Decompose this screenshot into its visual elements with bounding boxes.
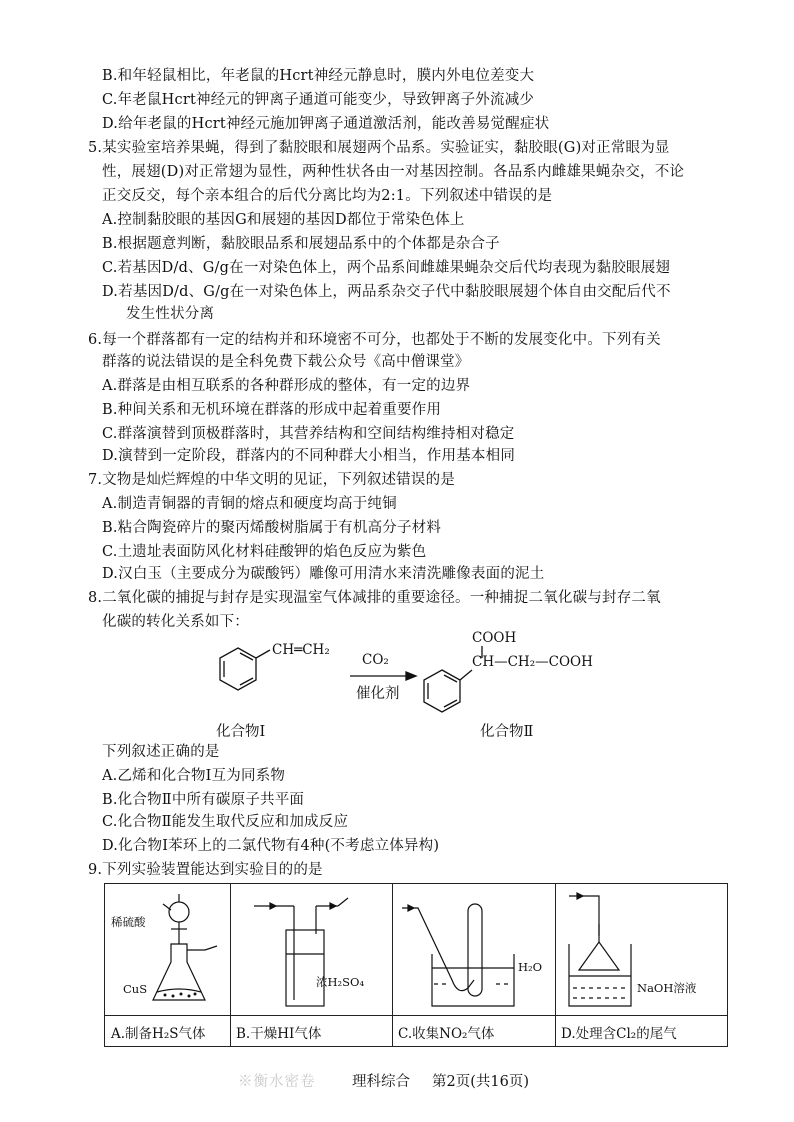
cooh-top-label: COOH (472, 630, 517, 646)
q8-option-b: B.化合物Ⅱ中所有碳原子共平面 (102, 792, 305, 808)
footer-page-info: 第2页(共16页) (432, 1074, 529, 1090)
q7-stem: 7.文物是灿烂辉煌的中华文明的见证，下列叙述错误的是 (88, 472, 456, 488)
apparatus-c-diagram (392, 884, 555, 1015)
apparatus-c (392, 884, 556, 1046)
reaction-arrow (350, 672, 416, 680)
apparatus-b-diagram (230, 884, 392, 1015)
q6-option-c: C.群落演替到顶极群落时，其营养结构和空间结构维持相对稳定 (102, 426, 515, 442)
water-label: H₂O (518, 960, 543, 974)
apparatus-b-caption: B.干燥HI气体 (236, 1026, 322, 1042)
q5-stem-line3: 正交反交，每个亲本组合的后代分离比均为2:1。下列叙述中错误的是 (102, 188, 553, 204)
q4-option-b: B.和年轻鼠相比，年老鼠的Hcrt神经元静息时，膜内外电位差变大 (102, 68, 535, 84)
compound-1-label: 化合物Ⅰ (216, 724, 266, 740)
reaction-scheme (210, 628, 630, 740)
q7-option-c: C.土遗址表面防风化材料硅酸钾的焰色反应为紫色 (102, 544, 427, 560)
q8-stem-line2: 化碳的转化关系如下： (102, 614, 249, 630)
compound-2-label: 化合物Ⅱ (480, 724, 534, 740)
q5-option-a: A.控制黏胶眼的基因G和展翅的基因D都位于常染色体上 (102, 212, 465, 228)
q4-option-c: C.年老鼠Hcrt神经元的钾离子通道可能变少，导致钾离子外流减少 (102, 92, 535, 108)
q7-option-b: B.粘合陶瓷碎片的聚丙烯酸树脂属于有机高分子材料 (102, 520, 442, 536)
q8-prompt: 下列叙述正确的是 (102, 744, 220, 760)
naoh-solution-label: NaOH溶液 (637, 981, 697, 995)
q8-option-c: C.化合物Ⅱ能发生取代反应和加成反应 (102, 814, 349, 830)
footer-watermark: ※衡水密卷 (238, 1074, 316, 1090)
q5-option-d-cont: 发生性状分离 (126, 306, 215, 322)
conc-h2so4-label: 浓H₂SO₄ (316, 975, 365, 989)
q4-option-d: D.给年老鼠的Hcrt神经元施加钾离子通道激活剂，能改善易觉醒症状 (102, 116, 550, 132)
q8-option-a: A.乙烯和化合物Ⅰ互为同系物 (102, 768, 286, 784)
q8-option-d: D.化合物Ⅰ苯环上的二氯代物有4种(不考虑立体异构) (102, 838, 440, 854)
apparatus-d (555, 884, 727, 1046)
q9-stem: 9.下列实验装置能达到实验目的的是 (88, 862, 323, 878)
apparatus-a-caption: A.制备H₂S气体 (111, 1026, 206, 1042)
q5-option-c: C.若基因D/d、G/g在一对染色体上，两个品系间雌雄果蝇杂交后代均表现为黏胶眼展翅 (102, 260, 671, 276)
q6-stem-line1: 6.每一个群落都有一定的结构并和环境密不可分，也都处于不断的发展变化中。下列有关 (88, 332, 661, 348)
q5-stem-line1: 5.某实验室培养果蝇，得到了黏胶眼和展翅两个品系。实验证实，黏胶眼(G)对正常眼为显 (88, 140, 670, 156)
reagent-co2-label: CO₂ (362, 652, 389, 668)
apparatus-a (105, 884, 231, 1046)
cus-label: CuS (123, 982, 148, 996)
q6-option-a: A.群落是由相互联系的各种群形成的整体，有一定的边界 (102, 378, 471, 394)
q5-stem-line2: 性，展翅(D)对正常翅为显性，两种性状各由一对基因控制。各品系内雌雄果蝇杂交，不论 (102, 164, 685, 180)
q6-option-d: D.演替到一定阶段，群落内的不同种群大小相当，作用基本相同 (102, 448, 516, 464)
q5-option-d: D.若基因D/d、G/g在一对染色体上，两品系杂交子代中黏胶眼展翅个体自由交配后代不 (102, 284, 671, 300)
vinyl-group-label: CH═CH₂ (272, 642, 330, 658)
q6-stem-line2: 群落的说法错误的是全科免费下载公众号《高中僧课堂》 (102, 354, 470, 370)
apparatus-c-caption: C.收集NO₂气体 (398, 1026, 495, 1042)
apparatus-table (104, 883, 728, 1047)
apparatus-b (230, 884, 393, 1046)
benzene-ring-compound-1 (220, 648, 270, 690)
reagent-catalyst-label: 催化剂 (356, 686, 400, 702)
q6-option-b: B.种间关系和无机环境在群落的形成中起着重要作用 (102, 402, 442, 418)
q7-option-a: A.制造青铜器的青铜的熔点和硬度均高于纯铜 (102, 496, 397, 512)
propanoic-chain-label: CH—CH₂—COOH (472, 654, 593, 670)
dilute-sulfuric-acid-label: 稀硫酸 (111, 915, 146, 929)
q7-option-d: D.汉白玉（主要成分为碳酸钙）雕像可用清水来清洗雕像表面的泥土 (102, 566, 545, 582)
footer-subject: 理科综合 (352, 1074, 410, 1090)
q8-stem-line1: 8.二氧化碳的捕捉与封存是实现温室气体减排的重要途径。一种捕捉二氧化碳与封存二氧 (88, 590, 661, 606)
apparatus-d-caption: D.处理含Cl₂的尾气 (561, 1026, 677, 1042)
q5-option-b: B.根据题意判断，黏胶眼品系和展翅品系中的个体都是杂合子 (102, 236, 500, 252)
